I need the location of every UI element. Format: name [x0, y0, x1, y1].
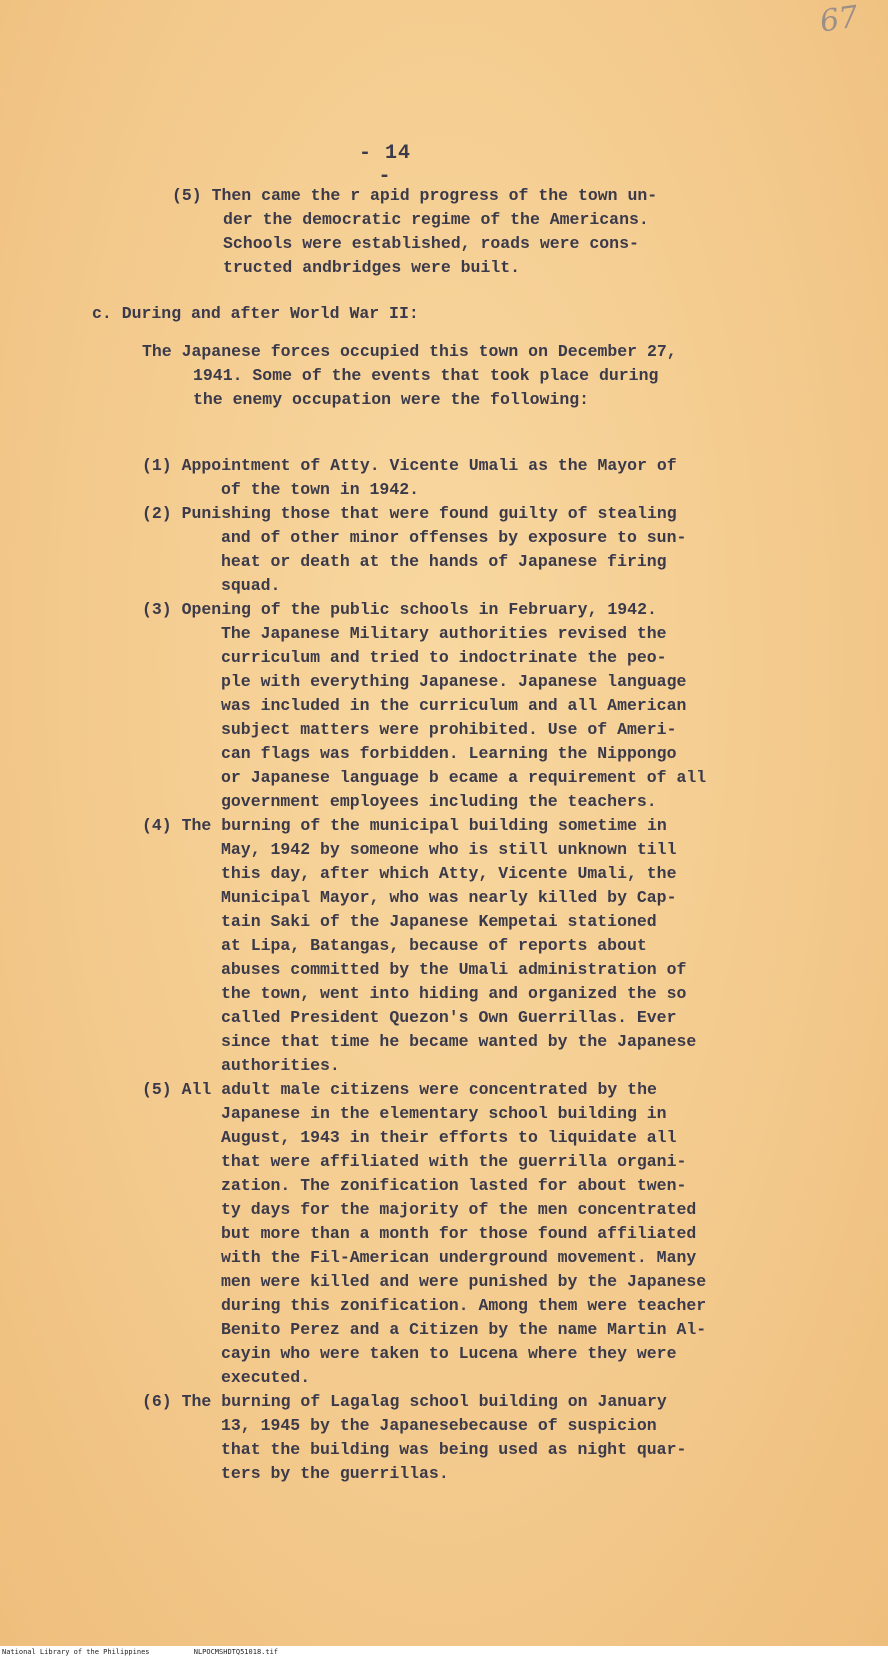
list-item: (5) All adult male citizens were concentrated by the [142, 1080, 657, 1099]
intro-paragraph [142, 340, 677, 412]
text-line: at Lipa, Batangas, because of reports about [221, 936, 647, 955]
text-line: the enemy occupation were the following: [193, 390, 590, 409]
text-line: Municipal Mayor, who was nearly killed by Cap- [221, 888, 677, 907]
text-line: and of other minor offenses by exposure to sun- [221, 528, 687, 547]
text-line: or Japanese language b ecame a requirement of all [221, 768, 707, 787]
text-line: abuses committed by the Umali administration of [221, 960, 687, 979]
file-name: NLPOCMSHDTQ51018.tif [193, 1648, 279, 1656]
text-line: 13, 1945 by the Japanesebecause of suspicion [221, 1416, 657, 1435]
page-number: - 14 - [358, 142, 411, 188]
text-line: of the town in 1942. [221, 480, 420, 499]
text-line: tructed andbridges were built. [223, 258, 521, 277]
list-item: (3) Opening of the public schools in February, 1942. [142, 600, 657, 619]
text-line: since that time he became wanted by the Japanese [221, 1032, 697, 1051]
text-line: tain Saki of the Japanese Kempetai stationed [221, 912, 657, 931]
text-line: ters by the guerrillas. [221, 1464, 449, 1483]
events-list [142, 454, 706, 1486]
text-line: authorities. [221, 1056, 340, 1075]
text-line: was included in the curriculum and all American [221, 696, 687, 715]
text-line: heat or death at the hands of Japanese firing [221, 552, 667, 571]
text-line: with the Fil-American underground movement. Many [221, 1248, 697, 1267]
text-line: that the building was being used as night quar- [221, 1440, 687, 1459]
paragraph-5 [172, 184, 657, 280]
text-line: during this zonification. Among them were teacher [221, 1296, 707, 1315]
section-heading: c. During and after World War II: [92, 304, 419, 323]
text-line: executed. [221, 1368, 311, 1387]
text-line: May, 1942 by someone who is still unknown till [221, 840, 677, 859]
list-item: (2) Punishing those that were found guilty of stealing [142, 504, 677, 523]
text-line: curriculum and tried to indoctrinate the peo- [221, 648, 667, 667]
text-line: Schools were established, roads were cons- [223, 234, 639, 253]
text-line: but more than a month for those found affiliated [221, 1224, 697, 1243]
list-item: (1) Appointment of Atty. Vicente Umali as the Mayor of [142, 456, 677, 475]
text-line: (5) Then came the r apid progress of the town un- [172, 186, 658, 205]
text-line: called President Quezon's Own Guerrillas. Ever [221, 1008, 677, 1027]
library-credit: National Library of the Philippines [2, 1648, 150, 1656]
text-line: ple with everything Japanese. Japanese language [221, 672, 687, 691]
scan-footer [0, 1646, 888, 1658]
list-item: (6) The burning of Lagalag school building on January [142, 1392, 667, 1411]
text-line: August, 1943 in their efforts to liquidate all [221, 1128, 677, 1147]
text-line: The Japanese Military authorities revised the [221, 624, 667, 643]
text-line: squad. [221, 576, 281, 595]
text-line: that were affiliated with the guerrilla organi- [221, 1152, 687, 1171]
text-line: zation. The zonification lasted for about twen- [221, 1176, 687, 1195]
text-line: ty days for the majority of the men concentrated [221, 1200, 697, 1219]
text-line: The Japanese forces occupied this town on December 27, [142, 342, 677, 361]
text-line: government employees including the teachers. [221, 792, 657, 811]
text-line: cayin who were taken to Lucena where they were [221, 1344, 677, 1363]
text-line: can flags was forbidden. Learning the Nippongo [221, 744, 677, 763]
text-line: the town, went into hiding and organized the so [221, 984, 687, 1003]
text-line: 1941. Some of the events that took place during [193, 366, 659, 385]
text-line: Benito Perez and a Citizen by the name Martin Al- [221, 1320, 707, 1339]
page-stamp: 67 [817, 0, 861, 40]
text-line: subject matters were prohibited. Use of Ameri- [221, 720, 677, 739]
text-line: der the democratic regime of the Americans. [223, 210, 649, 229]
text-line: Japanese in the elementary school building in [221, 1104, 667, 1123]
text-line: this day, after which Atty, Vicente Umali, the [221, 864, 677, 883]
text-line: men were killed and were punished by the Japanese [221, 1272, 707, 1291]
list-item: (4) The burning of the municipal building sometime in [142, 816, 667, 835]
